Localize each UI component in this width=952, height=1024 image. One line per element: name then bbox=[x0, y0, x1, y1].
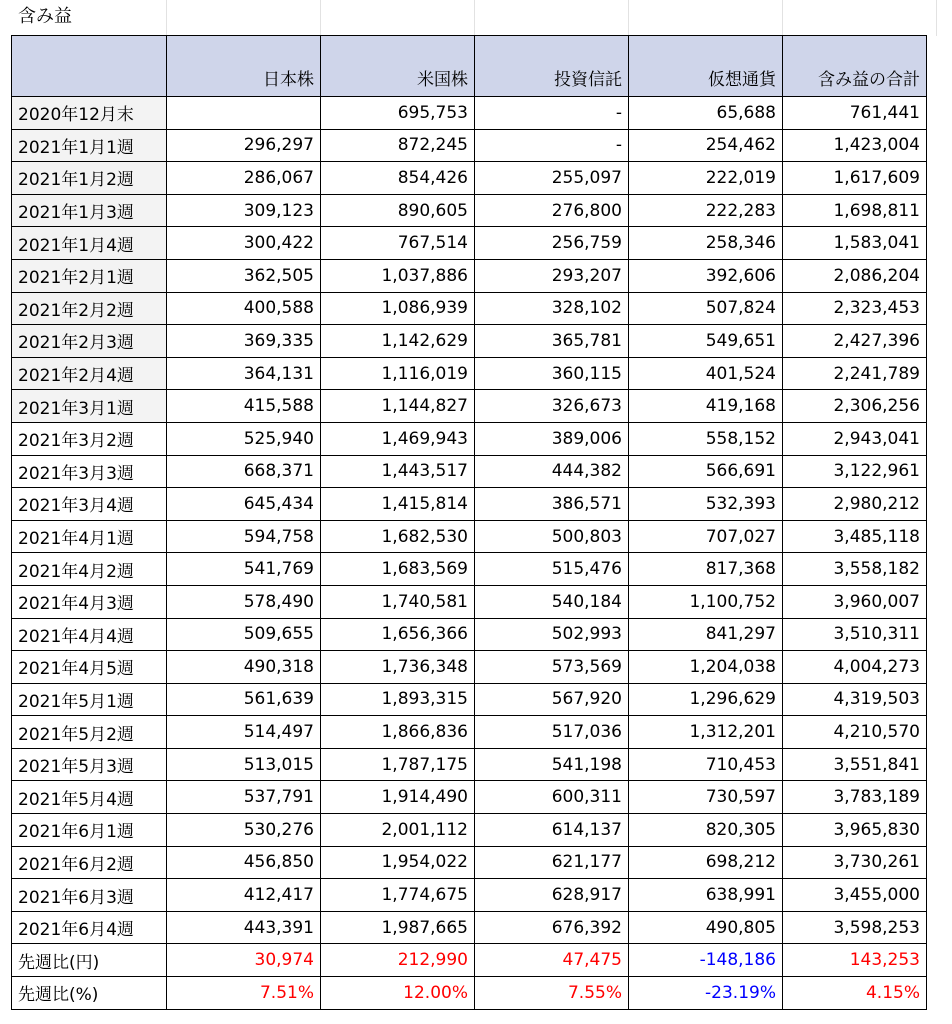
cell-mutual-funds[interactable]: 567,920 bbox=[475, 683, 629, 716]
cell-japan-stocks[interactable]: 400,588 bbox=[167, 292, 321, 325]
cell-summary-japan-stocks[interactable]: 30,974 bbox=[167, 944, 321, 977]
cell-total[interactable]: 4,210,570 bbox=[783, 716, 927, 749]
cell-total[interactable]: 3,485,118 bbox=[783, 520, 927, 553]
cell-row-label[interactable]: 2021年6月3週 bbox=[12, 879, 167, 912]
cell-us-stocks[interactable]: 1,866,836 bbox=[321, 716, 475, 749]
cell-row-label[interactable]: 2021年5月4週 bbox=[12, 781, 167, 814]
cell-summary-crypto[interactable]: -148,186 bbox=[629, 944, 783, 977]
table-row bbox=[12, 129, 927, 162]
cell-crypto[interactable]: 558,152 bbox=[629, 422, 783, 455]
cell-us-stocks[interactable]: 872,245 bbox=[321, 129, 475, 162]
cell-total[interactable]: 3,122,961 bbox=[783, 455, 927, 488]
cell-total[interactable]: 2,943,041 bbox=[783, 422, 927, 455]
table-row bbox=[12, 618, 927, 651]
cell-crypto[interactable]: 549,651 bbox=[629, 325, 783, 358]
cell-japan-stocks[interactable]: 412,417 bbox=[167, 879, 321, 912]
cell-crypto[interactable]: 698,212 bbox=[629, 846, 783, 879]
cell-total[interactable]: 3,960,007 bbox=[783, 585, 927, 618]
cell-row-label[interactable]: 2021年1月4週 bbox=[12, 227, 167, 260]
cell-japan-stocks[interactable]: 415,588 bbox=[167, 390, 321, 423]
cell-japan-stocks[interactable]: 514,497 bbox=[167, 716, 321, 749]
cell-mutual-funds[interactable]: 276,800 bbox=[475, 194, 629, 227]
cell-japan-stocks[interactable]: 594,758 bbox=[167, 520, 321, 553]
cell-total[interactable]: 3,551,841 bbox=[783, 748, 927, 781]
cell-summary-mutual-funds[interactable]: 7.55% bbox=[475, 977, 629, 1010]
cell-total[interactable]: 2,980,212 bbox=[783, 488, 927, 521]
cell-japan-stocks[interactable] bbox=[167, 97, 321, 130]
unrealized-gains-table bbox=[11, 35, 927, 1010]
cell-us-stocks[interactable]: 1,987,665 bbox=[321, 911, 475, 944]
cell-japan-stocks[interactable]: 286,067 bbox=[167, 162, 321, 195]
table-row bbox=[12, 553, 927, 586]
cell-mutual-funds[interactable]: - bbox=[475, 97, 629, 130]
table-row bbox=[12, 227, 927, 260]
summary-row bbox=[12, 944, 927, 977]
cell-crypto[interactable]: 820,305 bbox=[629, 814, 783, 847]
cell-row-label[interactable]: 2021年6月4週 bbox=[12, 911, 167, 944]
cell-summary-label[interactable]: 先週比(%) bbox=[12, 977, 167, 1010]
cell-row-label[interactable]: 2021年2月3週 bbox=[12, 325, 167, 358]
cell-row-label[interactable]: 2021年3月1週 bbox=[12, 390, 167, 423]
header-row bbox=[12, 36, 927, 97]
table-row bbox=[12, 194, 927, 227]
cell-us-stocks[interactable]: 2,001,112 bbox=[321, 814, 475, 847]
cell-total[interactable]: 3,510,311 bbox=[783, 618, 927, 651]
cell-mutual-funds[interactable]: 255,097 bbox=[475, 162, 629, 195]
cell-mutual-funds[interactable]: 600,311 bbox=[475, 781, 629, 814]
cell-total[interactable]: 1,617,609 bbox=[783, 162, 927, 195]
cell-total[interactable]: 3,455,000 bbox=[783, 879, 927, 912]
cell-mutual-funds[interactable]: 360,115 bbox=[475, 357, 629, 390]
cell-crypto[interactable]: 707,027 bbox=[629, 520, 783, 553]
cell-total[interactable]: 1,698,811 bbox=[783, 194, 927, 227]
cell-crypto[interactable]: 222,283 bbox=[629, 194, 783, 227]
cell-summary-us-stocks[interactable]: 12.00% bbox=[321, 977, 475, 1010]
cell-mutual-funds[interactable]: 326,673 bbox=[475, 390, 629, 423]
cell-row-label[interactable]: 2021年5月2週 bbox=[12, 716, 167, 749]
cell-japan-stocks[interactable]: 309,123 bbox=[167, 194, 321, 227]
cell-summary-japan-stocks[interactable]: 7.51% bbox=[167, 977, 321, 1010]
cell-japan-stocks[interactable]: 300,422 bbox=[167, 227, 321, 260]
table-row bbox=[12, 520, 927, 553]
cell-crypto[interactable]: 419,168 bbox=[629, 390, 783, 423]
cell-us-stocks[interactable]: 1,954,022 bbox=[321, 846, 475, 879]
table-row bbox=[12, 422, 927, 455]
cell-crypto[interactable]: 638,991 bbox=[629, 879, 783, 912]
cell-crypto[interactable]: 1,312,201 bbox=[629, 716, 783, 749]
cell-row-label[interactable]: 2021年5月3週 bbox=[12, 748, 167, 781]
header-blank[interactable] bbox=[12, 36, 167, 97]
cell-row-label[interactable]: 2021年2月2週 bbox=[12, 292, 167, 325]
cell-crypto[interactable]: 65,688 bbox=[629, 97, 783, 130]
cell-japan-stocks[interactable]: 443,391 bbox=[167, 911, 321, 944]
table-row bbox=[12, 716, 927, 749]
table-row bbox=[12, 683, 927, 716]
cell-us-stocks[interactable]: 1,142,629 bbox=[321, 325, 475, 358]
cell-mutual-funds[interactable]: 386,571 bbox=[475, 488, 629, 521]
table-row bbox=[12, 781, 927, 814]
cell-crypto[interactable]: 841,297 bbox=[629, 618, 783, 651]
cell-mutual-funds[interactable]: 628,917 bbox=[475, 879, 629, 912]
cell-crypto[interactable]: 1,296,629 bbox=[629, 683, 783, 716]
cell-summary-mutual-funds[interactable]: 47,475 bbox=[475, 944, 629, 977]
table-row bbox=[12, 748, 927, 781]
cell-row-label[interactable]: 2021年6月1週 bbox=[12, 814, 167, 847]
table-row bbox=[12, 97, 927, 130]
cell-row-label[interactable]: 2020年12月末 bbox=[12, 97, 167, 130]
cell-crypto[interactable]: 532,393 bbox=[629, 488, 783, 521]
title-row bbox=[0, 0, 952, 36]
cell-row-label[interactable]: 2021年4月5週 bbox=[12, 651, 167, 684]
cell-japan-stocks[interactable]: 456,850 bbox=[167, 846, 321, 879]
cell-crypto[interactable]: 258,346 bbox=[629, 227, 783, 260]
cell-crypto[interactable]: 401,524 bbox=[629, 357, 783, 390]
cell-row-label[interactable]: 2021年1月2週 bbox=[12, 162, 167, 195]
cell-row-label[interactable]: 2021年4月1週 bbox=[12, 520, 167, 553]
cell-total[interactable]: 3,965,830 bbox=[783, 814, 927, 847]
cell-mutual-funds[interactable]: 256,759 bbox=[475, 227, 629, 260]
table-row bbox=[12, 585, 927, 618]
table-row bbox=[12, 911, 927, 944]
cell-mutual-funds[interactable]: 293,207 bbox=[475, 259, 629, 292]
cell-us-stocks[interactable]: 1,787,175 bbox=[321, 748, 475, 781]
cell-japan-stocks[interactable]: 364,131 bbox=[167, 357, 321, 390]
cell-total[interactable]: 1,423,004 bbox=[783, 129, 927, 162]
cell-japan-stocks[interactable]: 362,505 bbox=[167, 259, 321, 292]
table-row bbox=[12, 259, 927, 292]
cell-us-stocks[interactable]: 1,415,814 bbox=[321, 488, 475, 521]
cell-total[interactable]: 2,306,256 bbox=[783, 390, 927, 423]
cell-us-stocks[interactable]: 1,116,019 bbox=[321, 357, 475, 390]
cell-summary-label[interactable]: 先週比(円) bbox=[12, 944, 167, 977]
cell-row-label[interactable]: 2021年4月4週 bbox=[12, 618, 167, 651]
cell-row-label[interactable]: 2021年3月2週 bbox=[12, 422, 167, 455]
cell-us-stocks[interactable]: 854,426 bbox=[321, 162, 475, 195]
cell-mutual-funds[interactable]: 517,036 bbox=[475, 716, 629, 749]
cell-mutual-funds[interactable]: - bbox=[475, 129, 629, 162]
cell-summary-us-stocks[interactable]: 212,990 bbox=[321, 944, 475, 977]
header-us-stocks[interactable]: 米国株 bbox=[321, 36, 475, 97]
cell-us-stocks[interactable]: 890,605 bbox=[321, 194, 475, 227]
table-row bbox=[12, 357, 927, 390]
cell-us-stocks[interactable]: 1,469,943 bbox=[321, 422, 475, 455]
cell-japan-stocks[interactable]: 296,297 bbox=[167, 129, 321, 162]
cell-mutual-funds[interactable]: 676,392 bbox=[475, 911, 629, 944]
cell-total[interactable]: 2,086,204 bbox=[783, 259, 927, 292]
cell-mutual-funds[interactable]: 573,569 bbox=[475, 651, 629, 684]
table-row bbox=[12, 814, 927, 847]
table-row bbox=[12, 292, 927, 325]
cell-us-stocks[interactable]: 1,656,366 bbox=[321, 618, 475, 651]
table-row bbox=[12, 488, 927, 521]
cell-mutual-funds[interactable]: 389,006 bbox=[475, 422, 629, 455]
cell-us-stocks[interactable]: 1,736,348 bbox=[321, 651, 475, 684]
cell-japan-stocks[interactable]: 369,335 bbox=[167, 325, 321, 358]
cell-us-stocks[interactable]: 1,682,530 bbox=[321, 520, 475, 553]
cell-us-stocks[interactable]: 1,893,315 bbox=[321, 683, 475, 716]
cell-japan-stocks[interactable]: 525,940 bbox=[167, 422, 321, 455]
cell-japan-stocks[interactable]: 645,434 bbox=[167, 488, 321, 521]
cell-japan-stocks[interactable]: 509,655 bbox=[167, 618, 321, 651]
cell-japan-stocks[interactable]: 537,791 bbox=[167, 781, 321, 814]
table-row bbox=[12, 455, 927, 488]
summary-row bbox=[12, 977, 927, 1010]
cell-crypto[interactable]: 710,453 bbox=[629, 748, 783, 781]
cell-row-label[interactable]: 2021年5月1週 bbox=[12, 683, 167, 716]
cell-crypto[interactable]: 507,824 bbox=[629, 292, 783, 325]
cell-us-stocks[interactable]: 1,037,886 bbox=[321, 259, 475, 292]
cell-japan-stocks[interactable]: 561,639 bbox=[167, 683, 321, 716]
header-crypto[interactable]: 仮想通貨 bbox=[629, 36, 783, 97]
cell-row-label[interactable]: 2021年4月3週 bbox=[12, 585, 167, 618]
cell-total[interactable]: 3,558,182 bbox=[783, 553, 927, 586]
cell-mutual-funds[interactable]: 614,137 bbox=[475, 814, 629, 847]
cell-crypto[interactable]: 817,368 bbox=[629, 553, 783, 586]
cell-crypto[interactable]: 254,462 bbox=[629, 129, 783, 162]
cell-japan-stocks[interactable]: 541,769 bbox=[167, 553, 321, 586]
cell-us-stocks[interactable]: 1,144,827 bbox=[321, 390, 475, 423]
cell-total[interactable]: 3,783,189 bbox=[783, 781, 927, 814]
cell-total[interactable]: 4,004,273 bbox=[783, 651, 927, 684]
cell-mutual-funds[interactable]: 541,198 bbox=[475, 748, 629, 781]
cell-us-stocks[interactable]: 1,086,939 bbox=[321, 292, 475, 325]
cell-crypto[interactable]: 392,606 bbox=[629, 259, 783, 292]
cell-row-label[interactable]: 2021年2月1週 bbox=[12, 259, 167, 292]
cell-us-stocks[interactable]: 767,514 bbox=[321, 227, 475, 260]
cell-summary-total[interactable]: 143,253 bbox=[783, 944, 927, 977]
cell-crypto[interactable]: 222,019 bbox=[629, 162, 783, 195]
cell-crypto[interactable]: 566,691 bbox=[629, 455, 783, 488]
cell-mutual-funds[interactable]: 444,382 bbox=[475, 455, 629, 488]
cell-us-stocks[interactable]: 1,914,490 bbox=[321, 781, 475, 814]
cell-crypto[interactable]: 1,100,752 bbox=[629, 585, 783, 618]
cell-japan-stocks[interactable]: 578,490 bbox=[167, 585, 321, 618]
cell-total[interactable]: 3,598,253 bbox=[783, 911, 927, 944]
header-total[interactable]: 含み益の合計 bbox=[783, 36, 927, 97]
cell-japan-stocks[interactable]: 668,371 bbox=[167, 455, 321, 488]
cell-row-label[interactable]: 2021年1月1週 bbox=[12, 129, 167, 162]
cell-mutual-funds[interactable]: 621,177 bbox=[475, 846, 629, 879]
header-mutual-funds[interactable]: 投資信託 bbox=[475, 36, 629, 97]
cell-us-stocks[interactable]: 1,740,581 bbox=[321, 585, 475, 618]
cell-crypto[interactable]: 1,204,038 bbox=[629, 651, 783, 684]
cell-mutual-funds[interactable]: 500,803 bbox=[475, 520, 629, 553]
cell-total[interactable]: 2,323,453 bbox=[783, 292, 927, 325]
cell-total[interactable]: 4,319,503 bbox=[783, 683, 927, 716]
cell-row-label[interactable]: 2021年1月3週 bbox=[12, 194, 167, 227]
cell-mutual-funds[interactable]: 502,993 bbox=[475, 618, 629, 651]
cell-row-label[interactable]: 2021年3月3週 bbox=[12, 455, 167, 488]
cell-row-label[interactable]: 2021年3月4週 bbox=[12, 488, 167, 521]
cell-japan-stocks[interactable]: 530,276 bbox=[167, 814, 321, 847]
cell-mutual-funds[interactable]: 328,102 bbox=[475, 292, 629, 325]
cell-row-label[interactable]: 2021年2月4週 bbox=[12, 357, 167, 390]
cell-us-stocks[interactable]: 1,683,569 bbox=[321, 553, 475, 586]
cell-japan-stocks[interactable]: 490,318 bbox=[167, 651, 321, 684]
cell-japan-stocks[interactable]: 513,015 bbox=[167, 748, 321, 781]
cell-total[interactable]: 3,730,261 bbox=[783, 846, 927, 879]
cell-mutual-funds[interactable]: 365,781 bbox=[475, 325, 629, 358]
cell-row-label[interactable]: 2021年4月2週 bbox=[12, 553, 167, 586]
cell-us-stocks[interactable]: 1,774,675 bbox=[321, 879, 475, 912]
cell-summary-total[interactable]: 4.15% bbox=[783, 977, 927, 1010]
cell-total[interactable]: 2,427,396 bbox=[783, 325, 927, 358]
table-row bbox=[12, 162, 927, 195]
cell-crypto[interactable]: 730,597 bbox=[629, 781, 783, 814]
cell-crypto[interactable]: 490,805 bbox=[629, 911, 783, 944]
sheet-title: 含み益 bbox=[18, 6, 72, 27]
cell-row-label[interactable]: 2021年6月2週 bbox=[12, 846, 167, 879]
cell-mutual-funds[interactable]: 540,184 bbox=[475, 585, 629, 618]
header-japan-stocks[interactable]: 日本株 bbox=[167, 36, 321, 97]
cell-us-stocks[interactable]: 1,443,517 bbox=[321, 455, 475, 488]
cell-total[interactable]: 2,241,789 bbox=[783, 357, 927, 390]
cell-total[interactable]: 761,441 bbox=[783, 97, 927, 130]
table-row bbox=[12, 651, 927, 684]
table-row bbox=[12, 879, 927, 912]
cell-mutual-funds[interactable]: 515,476 bbox=[475, 553, 629, 586]
cell-total[interactable]: 1,583,041 bbox=[783, 227, 927, 260]
table-row bbox=[12, 325, 927, 358]
cell-summary-crypto[interactable]: -23.19% bbox=[629, 977, 783, 1010]
table-row bbox=[12, 846, 927, 879]
table-row bbox=[12, 390, 927, 423]
cell-us-stocks[interactable]: 695,753 bbox=[321, 97, 475, 130]
